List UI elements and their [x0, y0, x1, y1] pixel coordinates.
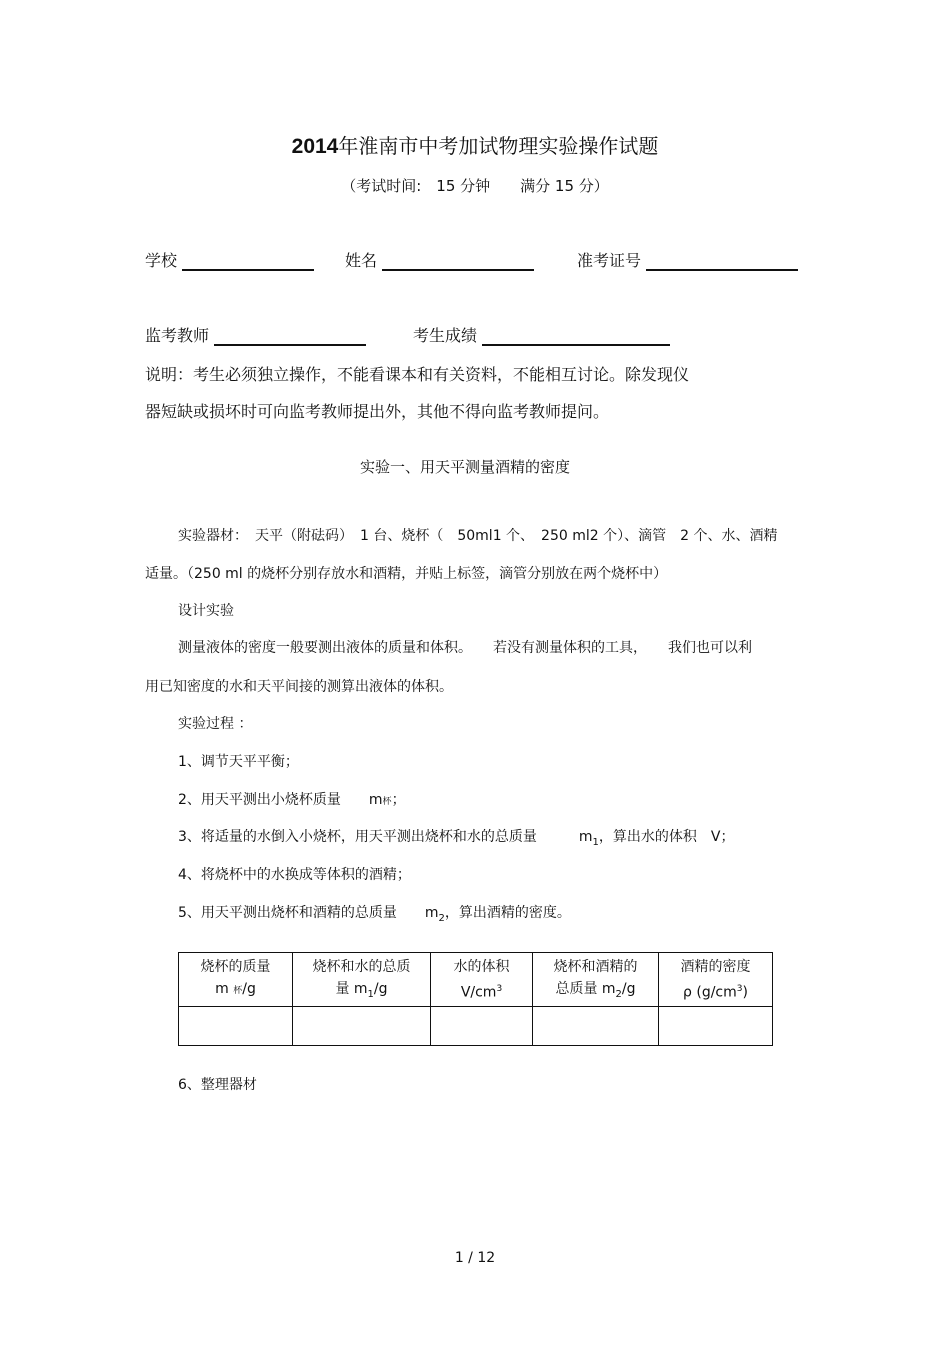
step-3-text: 3、将适量的水倒入小烧杯，用天平测出烧杯和水的总质量 m — [178, 829, 593, 845]
header-water-total-mass-line-1: 烧杯和水的总质 — [312, 959, 411, 975]
step-3-end: ，算出水的体积 V； — [598, 829, 735, 845]
header-cup-mass-line-2 — [179, 978, 292, 1002]
proctor-field — [145, 323, 366, 346]
header-alcohol-total-mass-sub: 2 — [615, 988, 622, 1000]
proctor-blank[interactable] — [214, 326, 366, 346]
header-alcohol-density-symbol: ρ (g/cm — [683, 984, 737, 1001]
header-alcohol-density-close: ) — [742, 984, 748, 1001]
school-blank[interactable] — [182, 251, 314, 271]
instructions-line-2: 器短缺或损坏时可向监考教师提出外，其他不得向监考教师提问。 — [145, 402, 610, 421]
header-alcohol-total-mass — [533, 953, 659, 1007]
header-water-volume-line-2 — [431, 978, 532, 1004]
header-water-volume — [431, 953, 533, 1007]
step-3-sub: 1 — [592, 836, 599, 848]
header-water-total-mass-line-2 — [293, 978, 430, 1006]
header-alcohol-total-mass-line-2 — [533, 978, 658, 1006]
cell-alcohol-density[interactable] — [659, 1006, 773, 1045]
title-year: 2014 — [291, 135, 339, 158]
proctor-label: 监考教师 — [145, 326, 210, 345]
step-5 — [178, 902, 571, 924]
header-cup-mass-unit: /g — [242, 981, 256, 997]
school-label: 学校 — [145, 251, 178, 270]
header-alcohol-total-mass-line-1: 烧杯和酒精的 — [553, 959, 638, 975]
step-6: 6、整理器材 — [178, 1077, 257, 1093]
step-5-sub: 2 — [438, 912, 445, 924]
step-4: 4、将烧杯中的水换成等体积的酒精； — [178, 867, 411, 883]
title-text: 年淮南市中考加试物理实验操作试题 — [338, 134, 659, 158]
header-alcohol-density — [659, 953, 773, 1007]
score-field — [413, 323, 670, 346]
table-header-row — [179, 953, 773, 1007]
instructions-line-1: 说明：考生必须独立操作，不能看课本和有关资料，不能相互讨论。除发现仪 — [145, 365, 690, 384]
name-label: 姓名 — [345, 251, 378, 270]
header-cup-mass-sub: 杯 — [233, 986, 243, 996]
exam-id-field — [577, 248, 798, 271]
materials-line-1: 实验器材： 天平（附砝码） 1 台、烧杯（ 50ml1 个、 250 ml2 个）、滴管 2 个、水、酒精 — [178, 528, 778, 544]
score-label: 考生成绩 — [413, 326, 478, 345]
exam-id-label: 准考证号 — [577, 251, 642, 270]
header-alcohol-total-mass-symbol: 总质量 m — [555, 981, 616, 997]
header-cup-mass-symbol: m — [215, 981, 234, 997]
page-title — [0, 130, 950, 159]
step-2-sub: 杯 — [382, 797, 392, 807]
header-cup-mass-line-1: 烧杯的质量 — [200, 959, 271, 975]
name-field — [345, 248, 534, 271]
school-field — [145, 248, 314, 271]
process-heading: 实验过程 ： — [178, 716, 253, 732]
step-3 — [178, 826, 735, 848]
step-2-end: ； — [391, 792, 406, 808]
cell-water-volume[interactable] — [431, 1006, 533, 1045]
step-5-text: 5、用天平测出烧杯和酒精的总质量 m — [178, 905, 439, 921]
header-water-total-mass-symbol: 量 m — [335, 981, 368, 997]
header-alcohol-density-line-2 — [659, 978, 772, 1004]
header-water-volume-unit: V/cm — [460, 984, 497, 1001]
cell-water-total-mass[interactable] — [293, 1006, 431, 1045]
header-water-total-mass-unit: /g — [373, 981, 388, 997]
design-line-1: 测量液体的密度一般要测出液体的质量和体积。 若没有测量体积的工具， 我们也可以利 — [178, 640, 752, 656]
step-2 — [178, 789, 406, 809]
exam-info: （考试时间: 15 分钟 满分 15 分） — [341, 177, 609, 195]
design-heading: 设计实验 — [178, 603, 234, 619]
header-water-total-mass-sub: 1 — [367, 988, 374, 1000]
page-number: 1 / 12 — [454, 1250, 496, 1266]
table-row — [179, 1006, 773, 1045]
step-5-end: ，算出酒精的密度。 — [444, 905, 571, 921]
header-alcohol-total-mass-unit: /g — [621, 981, 636, 997]
header-water-volume-line-1: 水的体积 — [453, 959, 510, 975]
header-cup-mass — [179, 953, 293, 1007]
experiment-title: 实验一、用天平测量酒精的密度 — [359, 458, 570, 476]
materials-line-2: 适量。（250 ml 的烧杯分别存放水和酒精，并贴上标签，滴管分别放在两个烧杯中） — [145, 566, 668, 582]
header-water-total-mass — [293, 953, 431, 1007]
data-table — [178, 952, 773, 1046]
header-alcohol-density-line-1: 酒精的密度 — [680, 959, 751, 975]
cell-cup-mass[interactable] — [179, 1006, 293, 1045]
cell-alcohol-total-mass[interactable] — [533, 1006, 659, 1045]
step-1: 1、调节天平平衡； — [178, 754, 299, 770]
header-water-volume-sup: 3 — [496, 984, 503, 994]
step-2-text: 2、用天平测出小烧杯质量 m — [178, 792, 383, 808]
exam-id-blank[interactable] — [646, 251, 798, 271]
design-line-2: 用已知密度的水和天平间接的测算出液体的体积。 — [145, 679, 453, 695]
name-blank[interactable] — [382, 251, 534, 271]
header-alcohol-density-sup: 3 — [736, 984, 743, 994]
score-blank[interactable] — [482, 326, 670, 346]
